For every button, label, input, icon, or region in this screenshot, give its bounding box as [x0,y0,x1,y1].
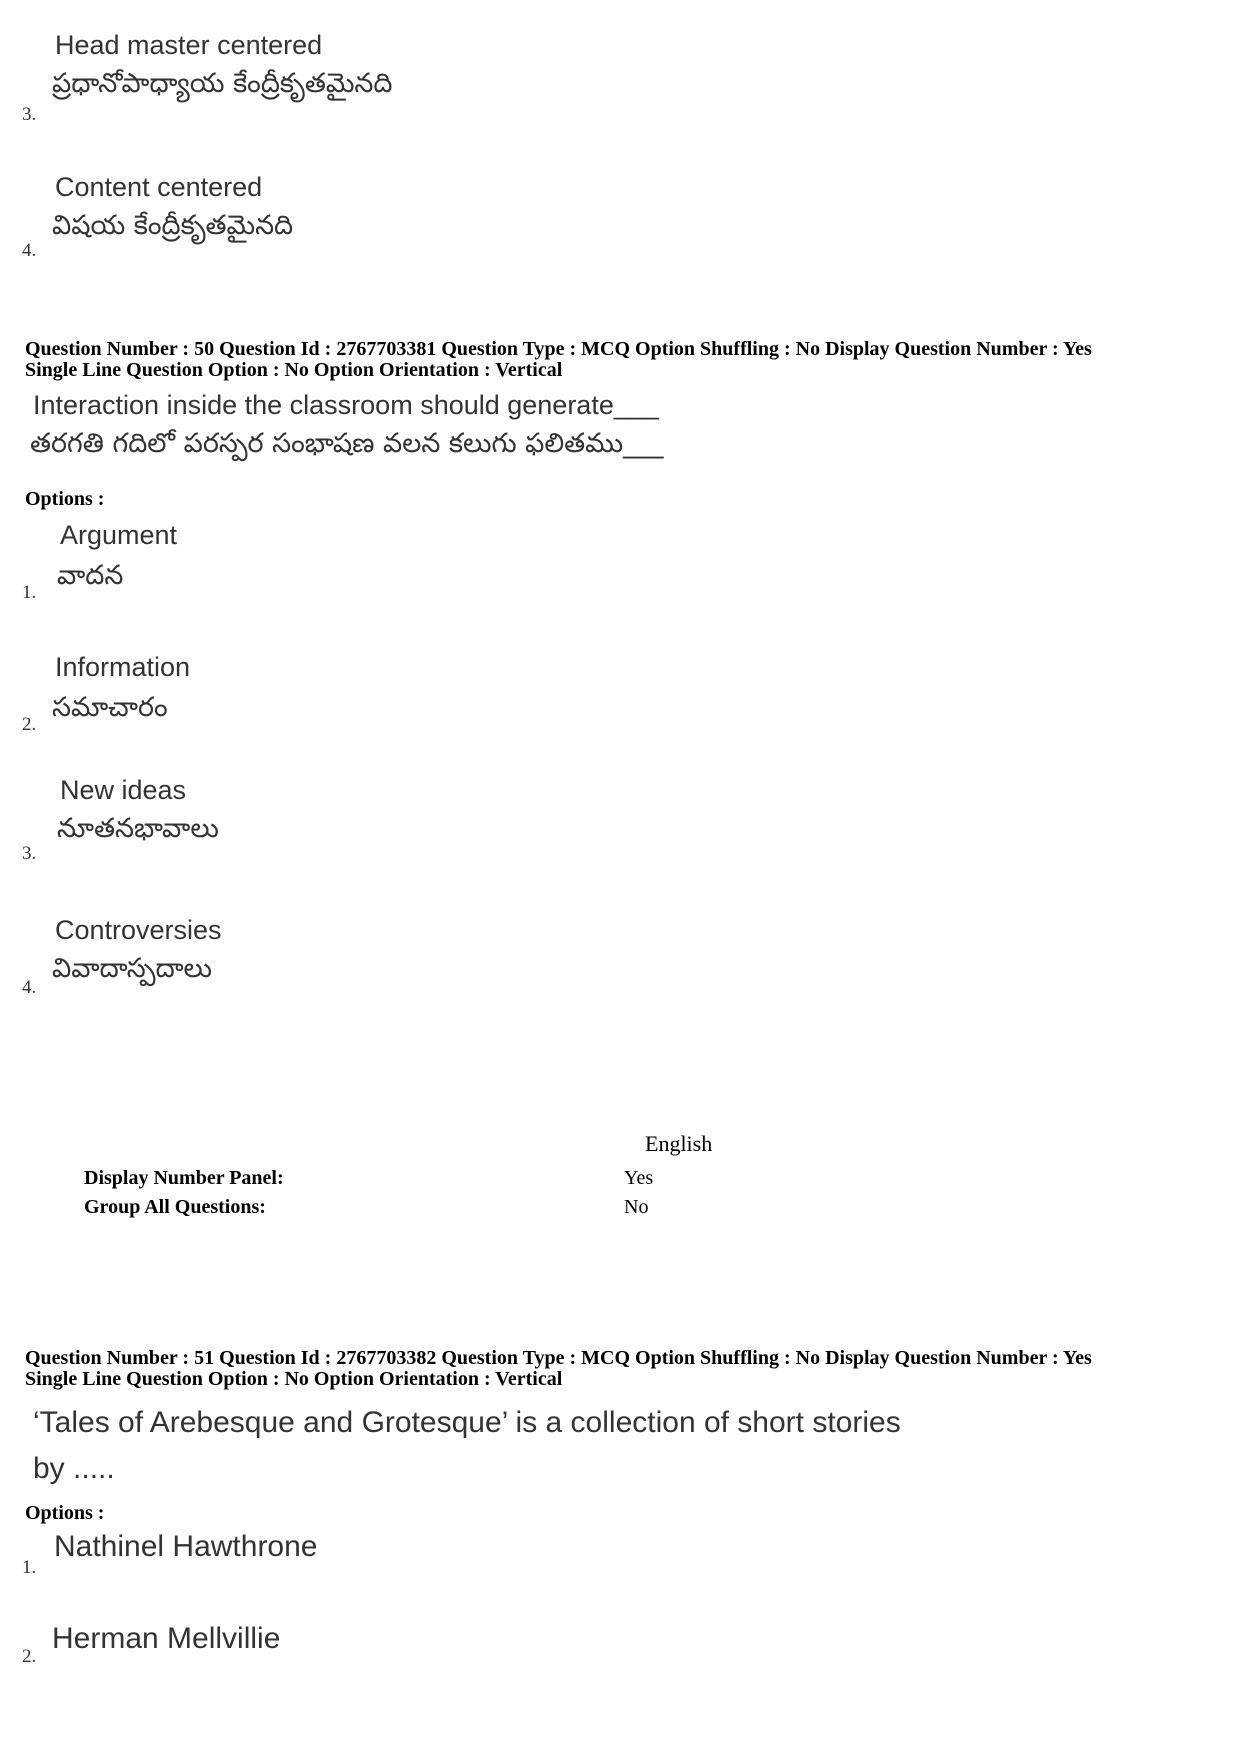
option-number: 4. [22,977,37,998]
option-english: Content centered [55,172,263,202]
option-number: 1. [22,1557,37,1578]
option-english: New ideas [60,775,187,805]
option-english: Nathinel Hawthrone [54,1530,318,1563]
option-number: 4. [22,240,37,261]
question-text-english: Interaction inside the classroom should generate___ [33,390,659,420]
panel-key: Group All Questions: [84,1196,266,1218]
option-telugu: సమాచారం [52,692,168,723]
option-english: Controversies [55,915,222,945]
question-text-telugu: తరగతి గదిలో పరస్పర సంభాషణ వలన కలుగు ఫలితము___ [30,428,664,459]
options-label: Options : [25,1502,105,1524]
option-telugu: వివాదాస్పదాలు [52,953,213,984]
option-english: Herman Mellvillie [52,1622,281,1655]
option-english: Head master centered [55,30,323,60]
question-meta-line2: Single Line Question Option : No Option Orientation : Vertical [25,1368,563,1390]
language-heading: English [645,1131,713,1156]
question-text-line1: ‘Tales of Arebesque and Grotesque’ is a collection of short stories [33,1406,901,1439]
question-meta-line2: Single Line Question Option : No Option Orientation : Vertical [25,359,563,381]
option-telugu: నూతనభావాలు [57,813,219,844]
option-english: Argument [60,520,178,550]
option-number: 3. [22,843,37,864]
option-telugu: వాదన [57,560,124,591]
option-telugu: ప్రధానోపాధ్యాయ కేంద్రీకృతమైనది [52,68,393,99]
option-english: Information [55,652,191,682]
question-meta-line1: Question Number : 50 Question Id : 2767703381 Question Type : MCQ Option Shuffling : No Display Question Number : Yes [25,338,1092,360]
question-text-line2: by ..... [33,1452,115,1485]
panel-value: Yes [624,1167,654,1189]
option-number: 1. [22,582,37,603]
option-telugu: విషయ కేంద్రీకృతమైనది [52,210,294,241]
option-number: 3. [22,104,37,125]
panel-key: Display Number Panel: [84,1167,284,1189]
question-meta-line1: Question Number : 51 Question Id : 2767703382 Question Type : MCQ Option Shuffling : No Display Question Number : Yes [25,1347,1092,1369]
options-label: Options : [25,488,105,510]
option-number: 2. [22,714,37,735]
panel-value: No [624,1196,649,1218]
option-number: 2. [22,1646,37,1667]
